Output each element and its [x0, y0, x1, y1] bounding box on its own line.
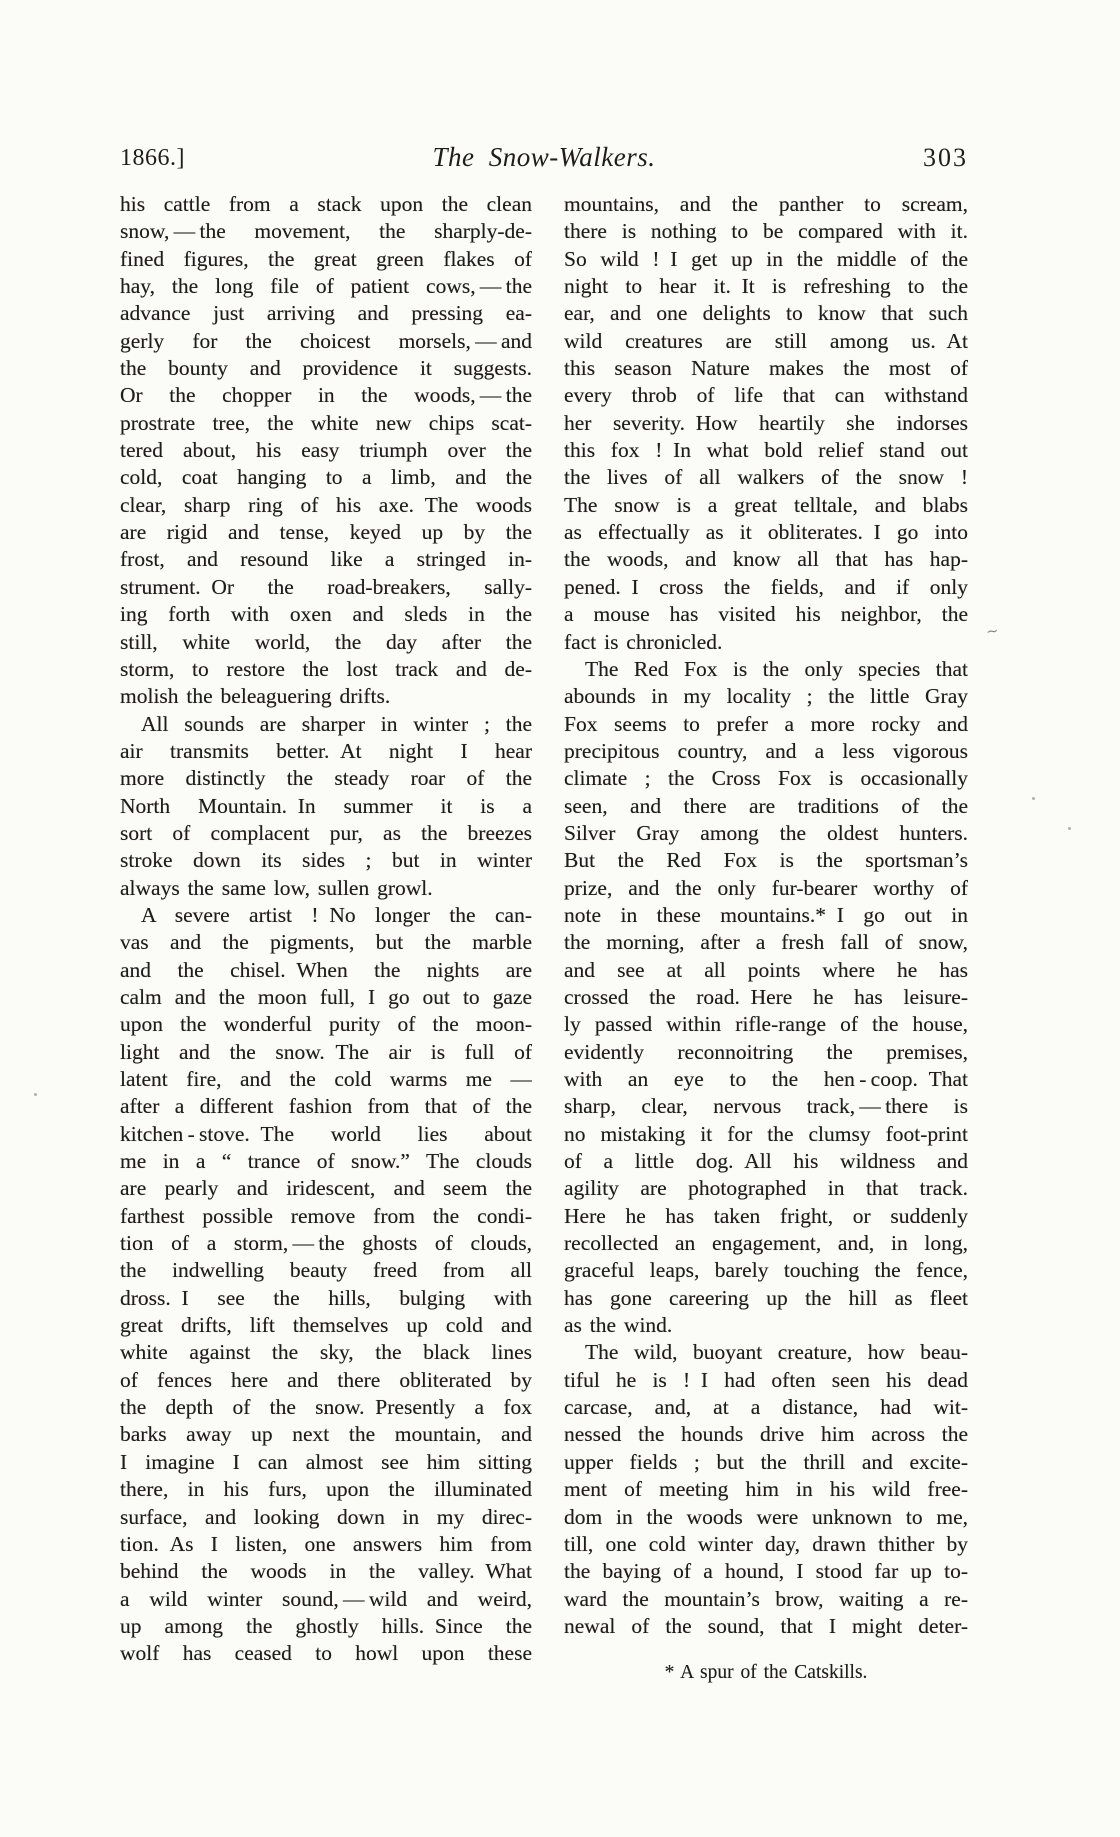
text-line: her severity. How heartily she indorses — [564, 410, 968, 435]
header-title: The Snow-Walkers. — [432, 142, 656, 172]
text-line: farthest possible remove from the condi- — [120, 1203, 532, 1228]
text-line: and the chisel. When the nights are — [120, 957, 532, 982]
text-line: nessed the hounds drive him across the — [564, 1422, 968, 1447]
text-line: are rigid and tense, keyed up by the — [120, 520, 532, 545]
column-left — [120, 191, 532, 1668]
text-line: frost, and resound like a stringed in- — [120, 547, 532, 572]
text-line: dom in the woods were unknown to me, — [564, 1504, 968, 1529]
text-line: recollected an engagement, and, in long, — [564, 1231, 968, 1256]
text-line: this fox ! In what bold relief stand out — [564, 438, 968, 463]
text-line: ment of meeting him in his wild free- — [564, 1477, 968, 1502]
text-line: agility are photographed in that track. — [564, 1176, 968, 1201]
header-page-number: 303 — [923, 143, 968, 172]
scan-speck — [1032, 797, 1035, 800]
text-line: every throb of life that can withstand — [564, 383, 968, 408]
text-line: storm, to restore the lost track and de- — [120, 656, 532, 681]
paragraph — [564, 656, 968, 1340]
text-line: The wild, buoyant creature, how beau- — [585, 1340, 968, 1365]
text-line: has gone careering up the hill as fleet — [564, 1285, 968, 1310]
text-line: strument. Or the road-breakers, sally- — [120, 574, 532, 599]
text-line: up among the ghostly hills. Since the — [120, 1613, 532, 1638]
text-line: the indwelling beauty freed from all — [120, 1258, 532, 1283]
text-line: always the same low, sullen growl. — [120, 875, 433, 900]
paragraph — [564, 1339, 968, 1640]
text-line: dross. I see the hills, bulging with — [120, 1285, 532, 1310]
text-line: the depth of the snow. Presently a fox — [120, 1395, 532, 1420]
text-line: tiful he is ! I had often seen his dead — [564, 1367, 968, 1392]
text-line: advance just arriving and pressing ea- — [120, 301, 532, 326]
text-line: still, white world, the day after the — [120, 629, 532, 654]
paragraph — [564, 191, 968, 656]
text-line: till, one cold winter day, drawn thither by — [564, 1531, 968, 1556]
text-line: carcase, and, at a distance, had wit- — [564, 1395, 968, 1420]
text-line: Silver Gray among the oldest hunters. — [564, 820, 968, 845]
text-line: there, in his furs, upon the illuminated — [120, 1477, 532, 1502]
text-line: All sounds are sharper in winter ; the — [141, 711, 532, 736]
text-line: after a different fashion from that of the — [120, 1094, 532, 1119]
paragraph — [120, 711, 532, 902]
text-line: his cattle from a stack upon the clean — [120, 192, 532, 216]
text-line: are pearly and iridescent, and seem the — [120, 1176, 532, 1201]
text-line: of fences here and there obliterated by — [120, 1367, 532, 1392]
text-line: Or the chopper in the woods, — the — [120, 383, 532, 408]
text-line: behind the woods in the valley. What — [120, 1559, 532, 1584]
scan-speck: ~ — [984, 621, 1000, 641]
text-line: upper fields ; but the thrill and excite- — [564, 1449, 968, 1474]
text-line: tered about, his easy triumph over the — [120, 438, 532, 463]
scan-speck — [34, 1093, 37, 1096]
text-line: air transmits better. At night I hear — [120, 738, 532, 763]
text-line: there is nothing to be compared with it. — [564, 219, 968, 244]
text-line: upon the wonderful purity of the moon- — [120, 1012, 532, 1037]
text-line: a mouse has visited his neighbor, the — [564, 602, 968, 627]
text-line: abounds in my locality ; the little Gray — [564, 684, 968, 709]
text-line: precipitous country, and a less vigorous — [564, 738, 968, 763]
header-year: 1866.] — [120, 145, 185, 171]
text-line: barks away up next the mountain, and — [120, 1422, 532, 1447]
text-line: Here he has taken fright, or suddenly — [564, 1203, 968, 1228]
text-line: ear, and one delights to know that such — [564, 301, 968, 326]
text-line: tion of a storm, — the ghosts of clouds, — [120, 1231, 532, 1256]
text-line: with an eye to the hen - coop. That — [564, 1067, 968, 1091]
column-right — [564, 191, 968, 1640]
text-line: the morning, after a fresh fall of snow, — [564, 930, 968, 955]
text-line: the baying of a hound, I stood far up to- — [564, 1559, 968, 1584]
text-line: North Mountain. In summer it is a — [120, 793, 532, 818]
text-line: the woods, and know all that has hap- — [564, 547, 968, 572]
text-line: The snow is a great telltale, and blabs — [564, 492, 968, 517]
text-line: clear, sharp ring of his axe. The woods — [120, 492, 532, 517]
text-line: kitchen - stove. The world lies about — [120, 1121, 532, 1146]
text-line: more distinctly the steady roar of the — [120, 766, 532, 791]
text-line: But the Red Fox is the sportsman’s — [564, 848, 968, 873]
text-line: night to hear it. It is refreshing to the — [564, 274, 968, 299]
text-line: calm and the moon full, I go out to gaze — [120, 984, 532, 1009]
text-line: of a little dog. All his wildness and — [564, 1149, 968, 1174]
text-line: hay, the long file of patient cows, — the — [120, 274, 532, 299]
text-line: stroke down its sides ; but in winter — [120, 848, 532, 873]
text-line: gerly for the choicest morsels, — and — [120, 328, 532, 353]
text-line: as the wind. — [564, 1313, 673, 1338]
text-line: surface, and looking down in my direc- — [120, 1504, 532, 1529]
text-line: ly passed within rifle-range of the house, — [564, 1012, 968, 1037]
text-line: pened. I cross the fields, and if only — [564, 574, 968, 599]
text-line: ing forth with oxen and sleds in the — [120, 602, 532, 627]
text-line: latent fire, and the cold warms me — — [120, 1067, 532, 1091]
text-line: So wild ! I get up in the middle of the — [564, 246, 968, 271]
text-line: A severe artist ! No longer the can- — [141, 902, 532, 927]
scan-speck — [1068, 827, 1071, 830]
text-line: and see at all points where he has — [564, 957, 968, 982]
text-line: mountains, and the panther to scream, — [564, 192, 968, 216]
text-line: ward the mountain’s brow, waiting a re- — [564, 1586, 968, 1611]
text-line: sharp, clear, nervous track, — there is — [564, 1094, 968, 1119]
text-line: molish the beleaguering drifts. — [120, 684, 391, 709]
text-line: fact is chronicled. — [564, 629, 723, 654]
text-line: no mistaking it for the clumsy foot-print — [564, 1121, 968, 1146]
text-line: as effectually as it obliterates. I go into — [564, 520, 968, 545]
paragraph — [120, 902, 532, 1668]
text-line: prostrate tree, the white new chips scat- — [120, 410, 532, 435]
text-line: Fox seems to prefer a more rocky and — [564, 711, 968, 736]
page-header — [120, 142, 968, 176]
text-line: tion. As I listen, one answers him from — [120, 1531, 532, 1556]
text-line: The Red Fox is the only species that — [585, 656, 968, 681]
footnote: * A spur of the Catskills. — [664, 1662, 868, 1683]
text-line: a wild winter sound, — wild and weird, — [120, 1586, 532, 1611]
text-line: great drifts, lift themselves up cold and — [120, 1313, 532, 1338]
text-line: this season Nature makes the most of — [564, 356, 968, 381]
text-line: climate ; the Cross Fox is occasionally — [564, 766, 968, 791]
paragraph — [120, 191, 532, 711]
text-line: snow, — the movement, the sharply-de- — [120, 219, 532, 244]
text-line: me in a “ trance of snow.” The clouds — [120, 1149, 532, 1174]
text-line: vas and the pigments, but the marble — [120, 930, 532, 955]
text-line: wild creatures are still among us. At — [564, 328, 968, 353]
text-line: light and the snow. The air is full of — [120, 1039, 532, 1064]
text-line: the bounty and providence it suggests. — [120, 356, 532, 381]
text-line: cold, coat hanging to a limb, and the — [120, 465, 532, 490]
text-line: I imagine I can almost see him sitting — [120, 1449, 532, 1474]
text-line: seen, and there are traditions of the — [564, 793, 968, 818]
text-line: white against the sky, the black lines — [120, 1340, 532, 1365]
text-line: crossed the road. Here he has leisure- — [564, 984, 968, 1009]
text-line: note in these mountains.* I go out in — [564, 902, 968, 927]
text-line: newal of the sound, that I might deter- — [564, 1613, 968, 1638]
text-line: sort of complacent pur, as the breezes — [120, 820, 532, 845]
text-line: graceful leaps, barely touching the fence, — [564, 1258, 968, 1283]
text-line: the lives of all walkers of the snow ! — [564, 465, 968, 490]
text-line: wolf has ceased to howl upon these — [120, 1641, 532, 1666]
text-line: evidently reconnoitring the premises, — [564, 1039, 968, 1064]
text-line: fined figures, the great green flakes of — [120, 246, 532, 271]
text-line: prize, and the only fur-bearer worthy of — [564, 875, 968, 900]
